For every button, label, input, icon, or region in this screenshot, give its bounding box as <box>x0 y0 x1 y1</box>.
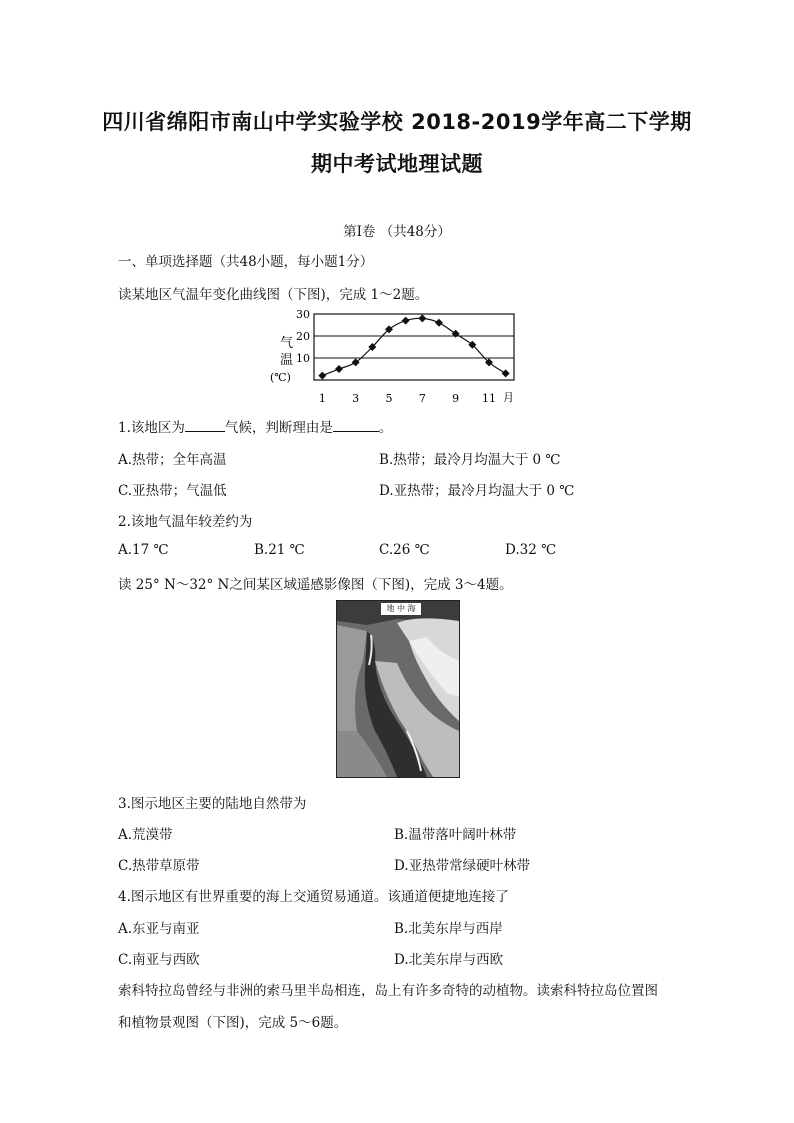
y-tick-label-2: 30 <box>296 308 310 321</box>
q1-text-a: 1.该地区为 <box>118 420 185 436</box>
q2-option-a: A.17 ℃ <box>118 542 169 558</box>
q1-text-c: 。 <box>378 420 393 436</box>
q1-blank-1 <box>185 419 225 432</box>
question-4: 4.图示地区有世界重要的海上交通贸易通道。该通道便捷地连接了 <box>118 889 509 905</box>
y-axis-label-char-2: 温 <box>280 353 294 368</box>
exam-title-line2: 期中考试地理试题 <box>311 152 483 176</box>
question-3: 3.图示地区主要的陆地自然带为 <box>118 796 307 812</box>
q3-option-b: B.温带落叶阔叶林带 <box>394 827 517 843</box>
q3-option-a: A.荒漠带 <box>118 827 173 843</box>
plot-frame <box>314 314 514 380</box>
q4-option-c: C.南亚与西欧 <box>118 952 200 968</box>
q3-option-c: C.热带草原带 <box>118 858 200 874</box>
intro-q1-2: 读某地区气温年变化曲线图（下图)，完成 1～2题。 <box>118 287 429 303</box>
x-tick-label-3: 7 <box>418 392 426 405</box>
x-tick-label-5: 11 <box>482 392 496 405</box>
section-heading: 第Ⅰ卷 （共48分） <box>343 224 451 240</box>
y-tick-label-0: 10 <box>296 352 310 365</box>
data-point-7 <box>418 314 426 322</box>
q2-option-b: B.21 ℃ <box>254 542 305 558</box>
q2-option-c: C.26 ℃ <box>379 542 430 558</box>
exam-title-line1: 四川省绵阳市南山中学实验学校 2018-2019学年高二下学期 <box>102 110 692 134</box>
q1-option-d: D.亚热带；最冷月均温大于 0 ℃ <box>379 483 575 499</box>
intro-q3-4: 读 25° N～32° N之间某区域遥感影像图（下图)，完成 3～4题。 <box>118 577 513 593</box>
y-axis-unit: (℃) <box>270 371 291 384</box>
satellite-image <box>336 600 460 778</box>
q4-option-a: A.东亚与南亚 <box>118 921 200 937</box>
q1-option-b: B.热带；最冷月均温大于 0 ℃ <box>379 452 561 468</box>
q1-blank-2 <box>333 419 379 432</box>
q1-option-c: C.亚热带；气温低 <box>118 483 227 499</box>
x-tick-label-0: 1 <box>318 392 326 405</box>
data-point-1 <box>318 372 326 380</box>
q1-text-b: 气候，判断理由是 <box>224 420 333 436</box>
data-point-8 <box>435 319 443 327</box>
y-tick-label-1: 20 <box>296 330 310 343</box>
chart-x-ticks <box>319 392 496 405</box>
q2-option-d: D.32 ℃ <box>505 542 557 558</box>
chart-points <box>318 314 509 379</box>
photo-label: 地 中 海 <box>381 603 421 615</box>
question-1 <box>118 416 392 436</box>
q4-option-b: B.北美东岸与西岸 <box>394 921 503 937</box>
chart-grid <box>314 336 514 358</box>
temperature-chart <box>268 308 528 408</box>
data-point-9 <box>452 330 460 338</box>
question-2: 2.该地气温年较差约为 <box>118 514 253 530</box>
q3-option-d: D.亚热带常绿硬叶林带 <box>394 858 531 874</box>
x-tick-label-2: 5 <box>385 392 393 405</box>
intro-q5-6-line1: 索科特拉岛曾经与非洲的索马里半岛相连，岛上有许多奇特的动植物。读索科特拉岛位置图 <box>118 983 658 999</box>
temperature-curve <box>322 318 505 375</box>
x-tick-label-1: 3 <box>352 392 360 405</box>
q1-option-a: A.热带；全年高温 <box>118 452 227 468</box>
data-point-12 <box>502 369 510 377</box>
part-heading: 一、单项选择题（共48小题，每小题1分） <box>118 254 374 270</box>
data-point-6 <box>402 317 410 325</box>
data-point-2 <box>335 365 343 373</box>
x-tick-label-4: 9 <box>452 392 460 405</box>
intro-q5-6-line2: 和植物景观图（下图)，完成 5～6题。 <box>118 1015 348 1031</box>
chart-y-ticks <box>296 308 310 365</box>
chart-frame <box>314 314 514 380</box>
q4-option-d: D.北美东岸与西欧 <box>394 952 504 968</box>
x-axis-unit: 月 <box>503 391 514 404</box>
y-axis-label-char-1: 气 <box>280 336 294 351</box>
